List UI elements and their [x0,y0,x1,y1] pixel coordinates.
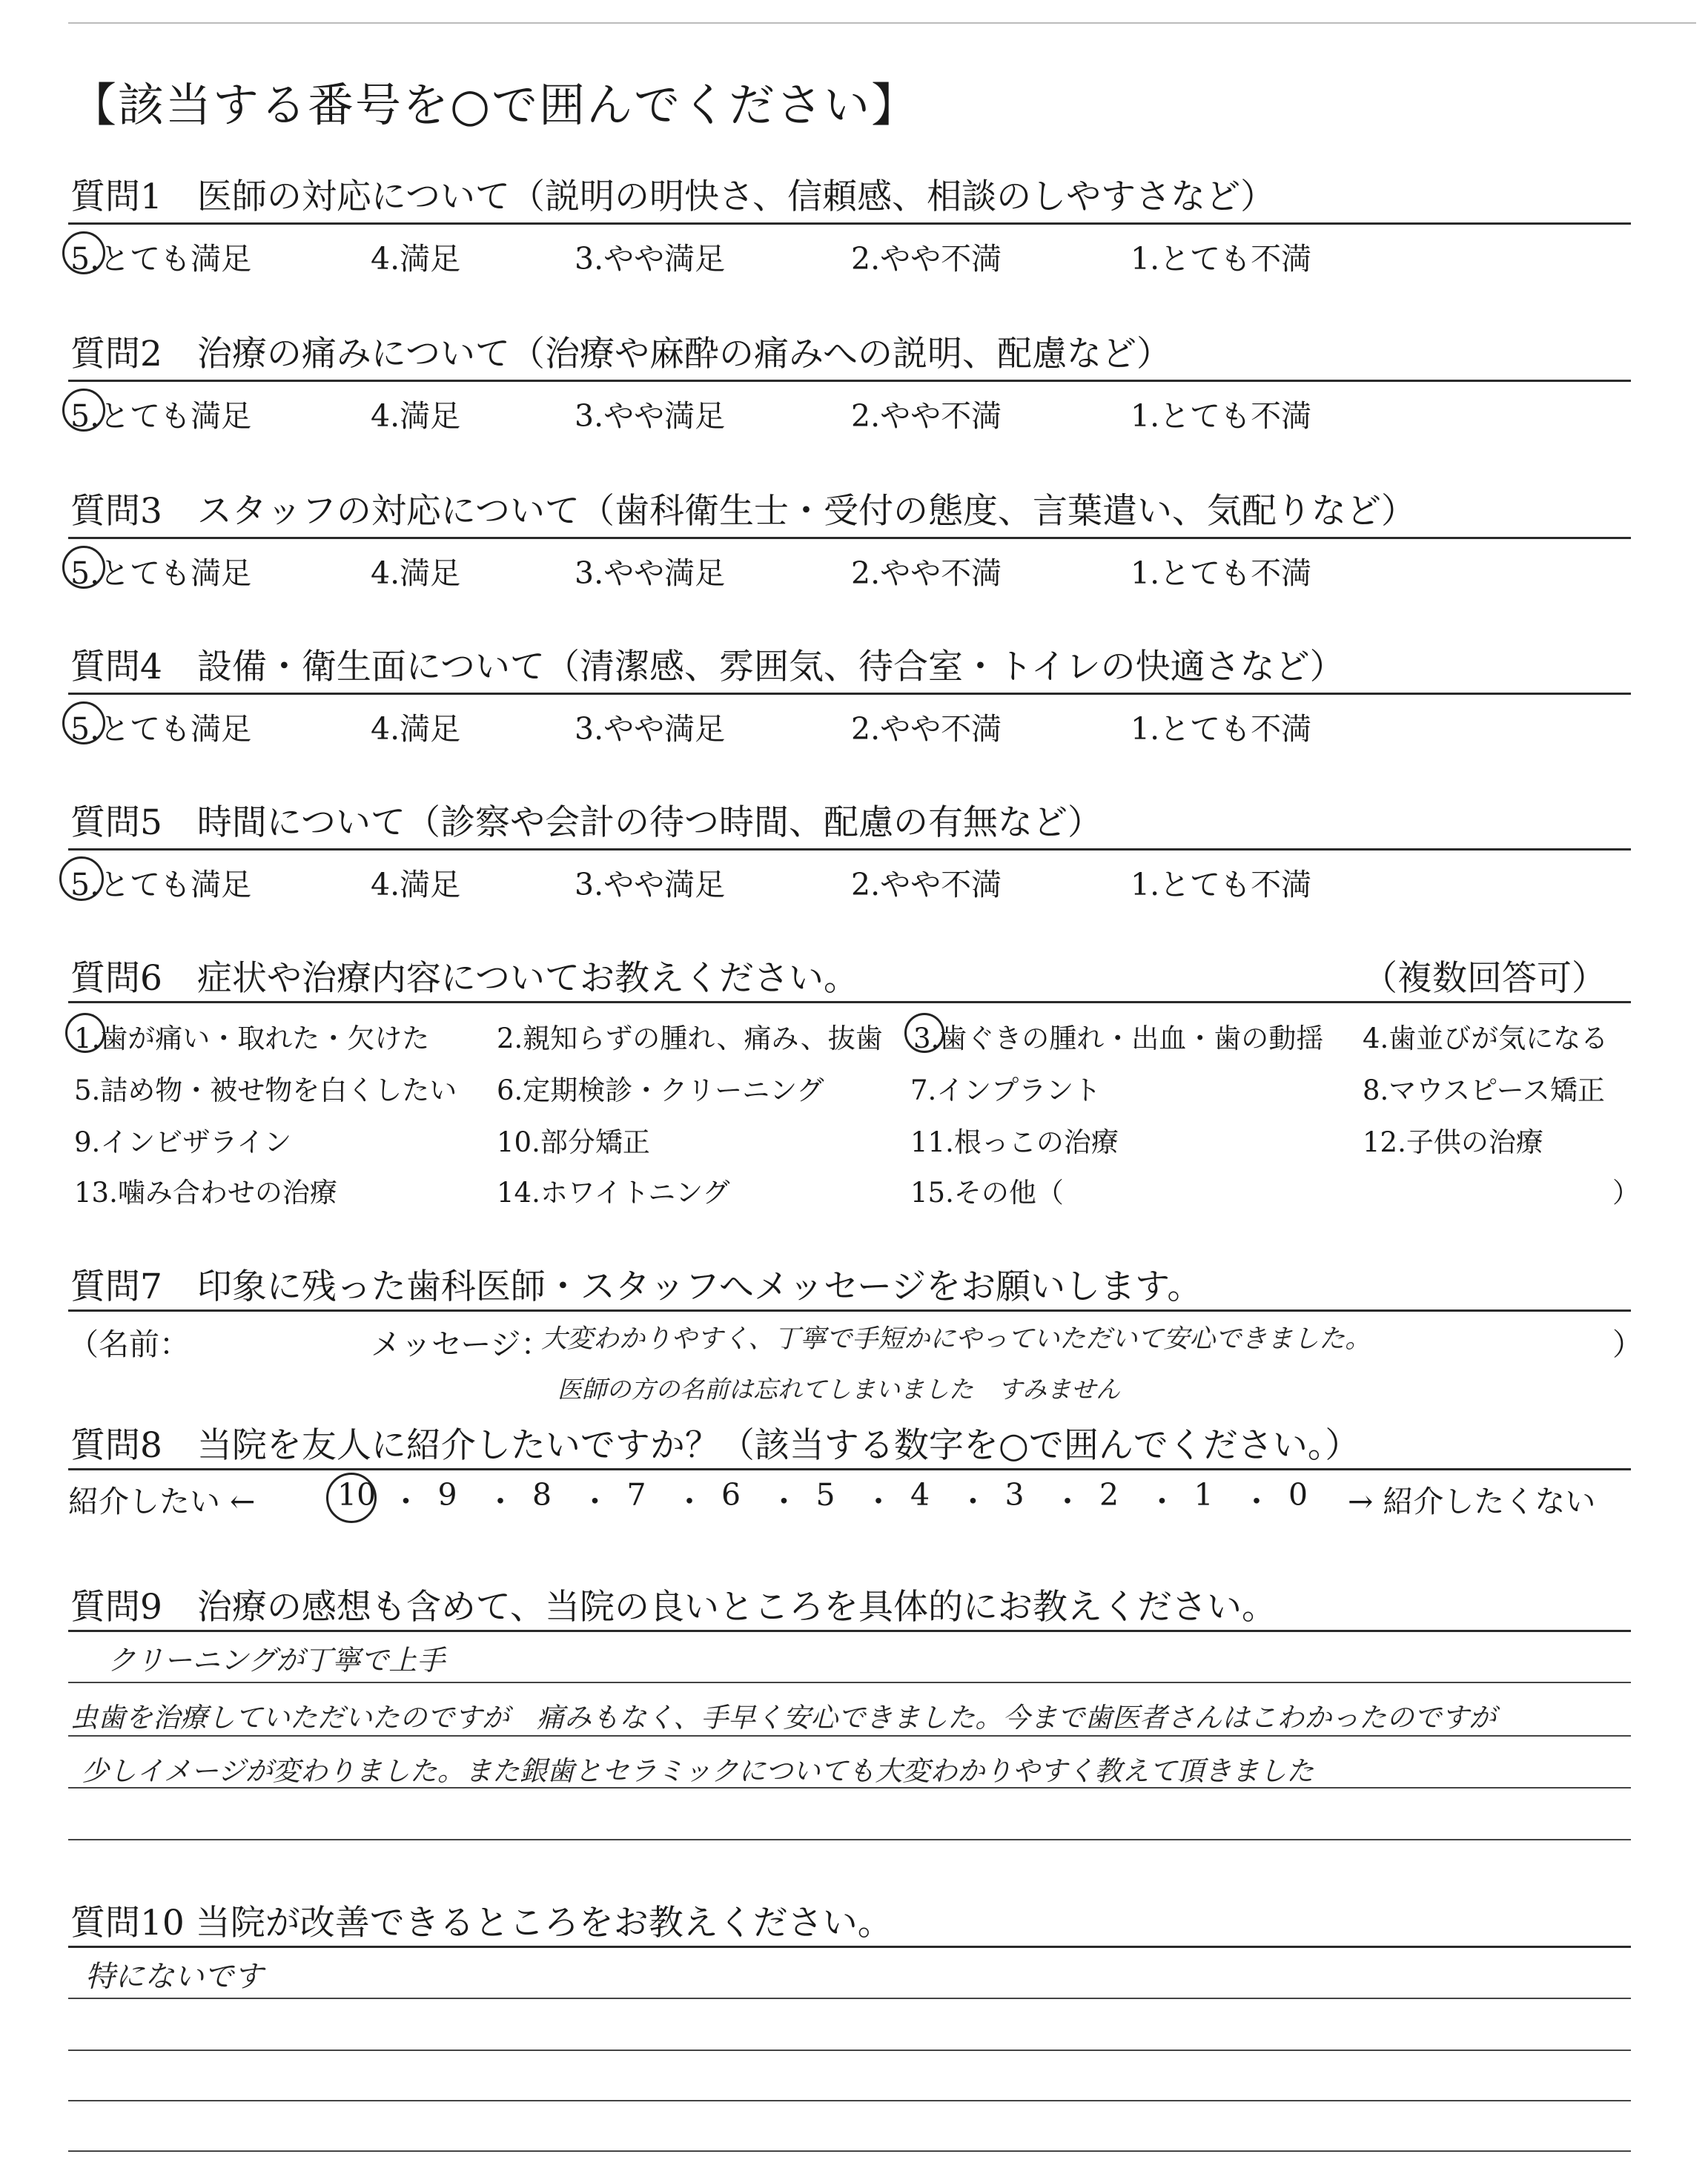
symptom-option-6[interactable]: 6.定期検診・クリーニング [497,1074,824,1106]
rating-option-4[interactable]: 4.満足 [371,711,461,747]
message-label: メッセージ： [371,1327,552,1362]
answer-line-1: 特にないです [85,1960,263,1994]
symptom-option-3[interactable]: 3.歯ぐきの腫れ・出血・歯の動揺 [913,1023,1324,1054]
answer-rule [68,1787,1631,1789]
question-8-heading: 質問8 当院を友人に紹介したいですか？（該当する数字を○で囲んでください。） [70,1425,1360,1466]
rating-option-5[interactable]: 5.とても満足 [70,241,252,277]
question-6-note: （複数回答可） [1363,958,1606,999]
symptom-option-8[interactable]: 8.マウスピース矯正 [1363,1074,1605,1106]
question-10-heading: 質問10 当院が改善できるところをお教えください。 [70,1903,893,1943]
rating-option-1[interactable]: 1.とても不満 [1131,867,1312,902]
scale-separator: ・ [863,1484,894,1519]
scale-separator: ・ [485,1484,516,1519]
question-2-rule [68,380,1631,382]
symptom-option-1[interactable]: 1.歯が痛い・取れた・欠けた [74,1023,430,1054]
top-edge-line [68,22,1696,24]
symptom-option-10[interactable]: 10.部分矯正 [497,1126,650,1158]
rating-option-1[interactable]: 1.とても不満 [1131,555,1312,591]
question-4-heading: 質問4 設備・衛生面について（清潔感、雰囲気、待合室・トイレの快適さなど） [70,647,1345,687]
answer-line-2: 虫歯を治療していただいたのですが 痛みもなく、手早く安心できました。今まで歯医者さんはこわかったのですが [70,1702,1497,1734]
rating-option-2[interactable]: 2.やや不満 [851,398,1002,434]
scale-option-7[interactable]: 7 [626,1477,646,1513]
recommend-right-label: → 紹介したくない [1348,1484,1596,1519]
rating-option-3[interactable]: 3.やや満足 [575,241,726,277]
rating-option-5[interactable]: 5.とても満足 [70,711,252,747]
rating-option-5[interactable]: 5.とても満足 [70,867,252,902]
symptom-option-4[interactable]: 4.歯並びが気になる [1363,1023,1609,1054]
symptom-option-14[interactable]: 14.ホワイトニング [497,1177,730,1209]
rating-option-2[interactable]: 2.やや不満 [851,711,1002,747]
answer-rule [68,1998,1631,1999]
scale-option-9[interactable]: 9 [437,1477,457,1513]
rating-option-5[interactable]: 5.とても満足 [70,398,252,434]
symptom-option-9[interactable]: 9.インビザライン [74,1126,292,1158]
symptom-option-11[interactable]: 11.根っこの治療 [910,1126,1119,1158]
rating-option-4[interactable]: 4.満足 [371,867,461,902]
symptom-option-12[interactable]: 12.子供の治療 [1363,1126,1543,1158]
question-2-heading: 質問2 治療の痛みについて（治療や麻酔の痛みへの説明、配慮など） [70,334,1172,374]
message-close-paren: ） [1612,1327,1643,1362]
rating-option-3[interactable]: 3.やや満足 [575,711,726,747]
question-9-rule [68,1630,1631,1632]
rating-option-2[interactable]: 2.やや不満 [851,867,1002,902]
scale-option-3[interactable]: 3 [1004,1477,1025,1513]
rating-option-1[interactable]: 1.とても不満 [1131,711,1312,747]
scale-separator: ・ [1241,1484,1272,1519]
scale-option-5[interactable]: 5 [815,1477,835,1513]
symptom-option-15[interactable]: 15.その他（ [910,1177,1064,1209]
scale-option-0[interactable]: 0 [1288,1477,1308,1513]
scale-separator: ・ [1052,1484,1083,1519]
symptom-option-7[interactable]: 7.インプラント [910,1074,1102,1106]
rating-option-4[interactable]: 4.満足 [371,241,461,277]
question-1-heading: 質問1 医師の対応について（説明の明快さ、信頼感、相談のしやすさなど） [70,176,1276,217]
scale-option-1[interactable]: 1 [1194,1477,1214,1513]
handwritten-note: 医師の方の名前は忘れてしまいました すみません [557,1375,1120,1404]
question-5-heading: 質問5 時間について（診察や会計の待つ時間、配慮の有無など） [70,802,1102,843]
scale-option-6[interactable]: 6 [721,1477,741,1513]
question-4-rule [68,693,1631,695]
rating-option-5[interactable]: 5.とても満足 [70,555,252,591]
rating-option-3[interactable]: 3.やや満足 [575,398,726,434]
question-3-heading: 質問3 スタッフの対応について（歯科衛生士・受付の態度、言葉遣い、気配りなど） [70,491,1416,532]
answer-line-1: クリーニングが丁寧で上手 [107,1644,446,1677]
question-6-rule [68,1001,1631,1003]
scale-option-10[interactable]: 10 [337,1477,377,1513]
symptom-option-5[interactable]: 5.詰め物・被せ物を白くしたい [74,1074,457,1106]
rating-option-1[interactable]: 1.とても不満 [1131,241,1312,277]
scale-separator: ・ [958,1484,988,1519]
scale-separator: ・ [391,1484,421,1519]
rating-option-1[interactable]: 1.とても不満 [1131,398,1312,434]
answer-rule [68,1682,1631,1683]
question-3-rule [68,537,1631,539]
question-9-heading: 質問9 治療の感想も含めて、当院の良いところを具体的にお教えください。 [70,1587,1277,1628]
question-8-rule [68,1468,1631,1470]
scale-separator: ・ [769,1484,799,1519]
rating-option-2[interactable]: 2.やや不満 [851,241,1002,277]
answer-rule [68,2100,1631,2101]
answer-rule [68,1735,1631,1737]
rating-option-4[interactable]: 4.満足 [371,398,461,434]
answer-rule [68,1839,1631,1840]
question-7-heading: 質問7 印象に残った歯科医師・スタッフへメッセージをお願いします。 [70,1266,1202,1307]
recommend-left-label: 紹介したい ← [68,1484,256,1519]
answer-rule [68,2050,1631,2051]
symptom-option-2[interactable]: 2.親知らずの腫れ、痛み、抜歯 [497,1023,883,1054]
page-title: 【該当する番号を○で囲んでください】 [70,78,919,132]
answer-line-3: 少しイメージが変わりました。また銀歯とセラミックについても大変わかりやすく教えて頂きました [82,1755,1314,1787]
answer-rule [68,2150,1631,2152]
question-10-rule [68,1946,1631,1948]
scale-option-4[interactable]: 4 [910,1477,930,1513]
rating-option-2[interactable]: 2.やや不満 [851,555,1002,591]
rating-option-4[interactable]: 4.満足 [371,555,461,591]
symptom-option-13[interactable]: 13.噛み合わせの治療 [74,1177,337,1209]
rating-option-3[interactable]: 3.やや満足 [575,867,726,902]
name-label: （名前： [68,1327,190,1362]
rating-option-3[interactable]: 3.やや満足 [575,555,726,591]
scale-separator: ・ [580,1484,610,1519]
question-7-rule [68,1309,1631,1312]
scale-option-8[interactable]: 8 [532,1477,552,1513]
handwritten-message: 大変わかりやすく、丁寧で手短かにやっていただいて安心できました。 [541,1324,1371,1354]
scale-separator: ・ [1147,1484,1177,1519]
scale-option-2[interactable]: 2 [1099,1477,1119,1513]
other-close-paren: ） [1612,1177,1640,1209]
question-5-rule [68,848,1631,851]
question-1-rule [68,222,1631,225]
question-6-heading: 質問6 症状や治療内容についてお教えください。 [70,958,858,999]
scale-separator: ・ [674,1484,705,1519]
